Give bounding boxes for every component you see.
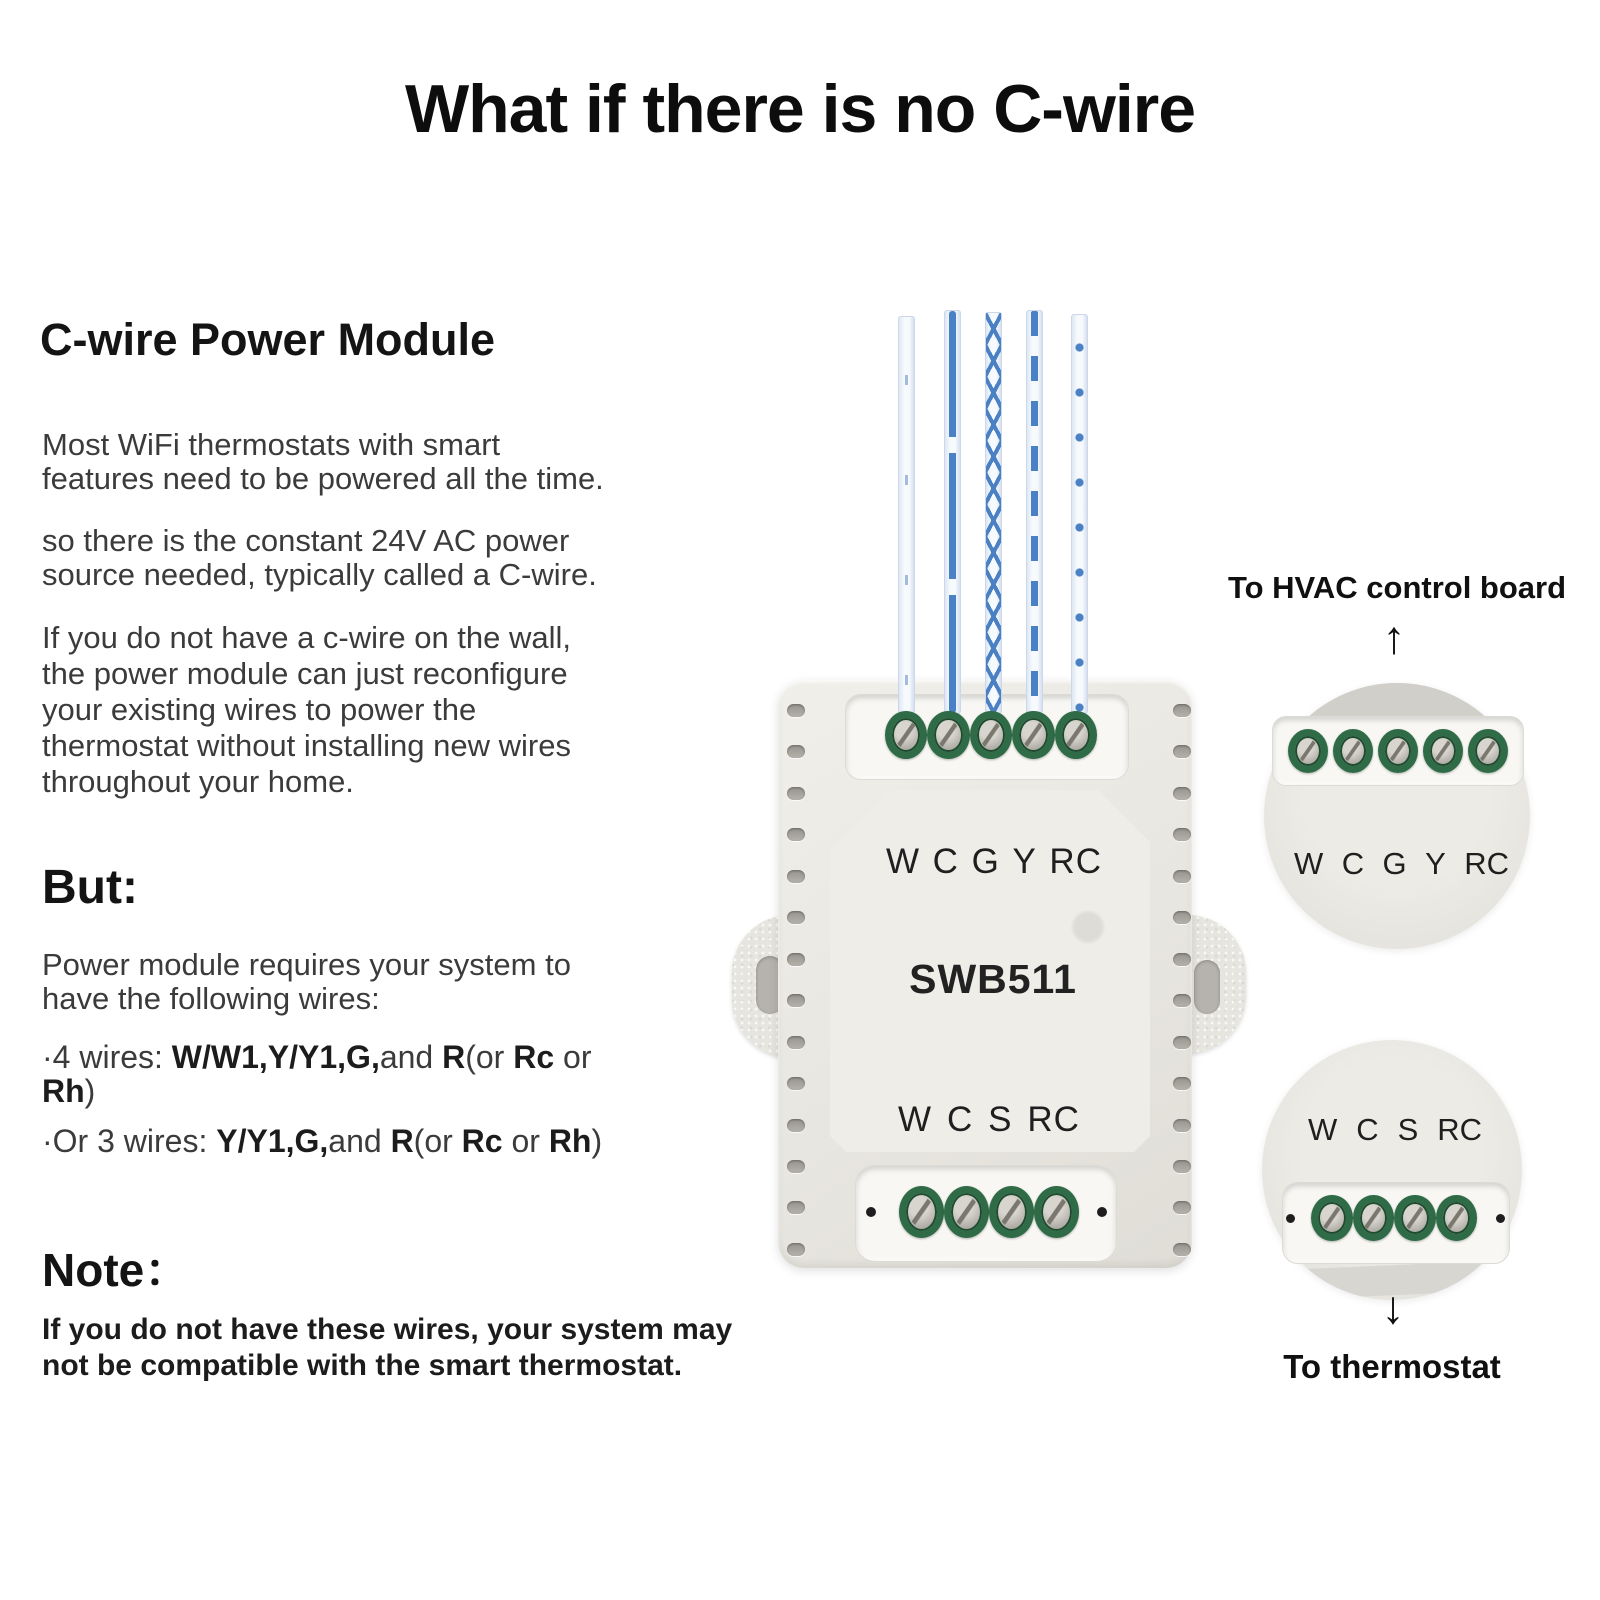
wire-dotted (1071, 314, 1088, 714)
vent-slot (1173, 1160, 1191, 1173)
terminal-screw-icon (970, 711, 1012, 759)
bullet-4-wires (42, 1040, 752, 1108)
paragraph-line: your existing wires to power the (42, 692, 477, 727)
vent-slot (787, 745, 805, 758)
paragraph-24v-source (42, 524, 762, 592)
terminal-screw-icon (1353, 1195, 1395, 1241)
paragraph-requires-wires (42, 948, 762, 1016)
terminal-screw-icon (1468, 729, 1508, 773)
wire-code-bold: R (390, 1123, 414, 1159)
vent-slot (787, 870, 805, 883)
vent-slot (787, 994, 805, 1007)
vent-slot (1173, 1201, 1191, 1214)
terminal-screw-icon (1034, 1186, 1079, 1238)
terminal-screw-icon (1333, 729, 1373, 773)
paragraph-powered-all-time (42, 428, 762, 496)
terminal-label: RC (1049, 842, 1102, 881)
wire-plain-printed (898, 316, 915, 714)
recess-screw-dot-right (1097, 1207, 1107, 1217)
paragraph-line: source needed, typically called a C-wire. (42, 557, 597, 592)
terminal-label: W (1308, 1112, 1338, 1147)
wire-code-bold: W/W1,Y/Y1,G, (171, 1039, 380, 1075)
bullet-line (42, 1124, 752, 1158)
hvac-caption: To HVAC control board (1227, 570, 1567, 605)
text-segment: ) (591, 1123, 603, 1159)
terminal-label: S (1397, 1112, 1419, 1147)
wire-code-bold: Rh (42, 1073, 85, 1109)
paragraph-line: have the following wires: (42, 981, 380, 1016)
vent-slot (787, 1077, 805, 1090)
wire-x-pattern (985, 312, 1002, 714)
vent-slot (787, 828, 805, 841)
hvac-terminal-labels (1294, 846, 1509, 882)
vent-slot (787, 953, 805, 966)
model-number: SWB511 (909, 956, 1077, 1002)
terminal-label: RC (1027, 1100, 1080, 1139)
wire-code-bold: Rc (461, 1123, 503, 1159)
paragraph-no-cwire (42, 620, 762, 800)
terminal-label: Y (1425, 846, 1446, 881)
section-heading-note: Note： (42, 1244, 191, 1296)
terminal-label: C (932, 842, 959, 881)
vent-column-left (787, 704, 807, 1256)
terminal-screw-icon (1055, 711, 1097, 759)
text-segment: ) (84, 1073, 96, 1109)
vent-slot (1173, 911, 1191, 924)
paragraph-line: Most WiFi thermostats with smart (42, 427, 501, 462)
wire-stripe-pattern (949, 311, 956, 713)
vent-slot (787, 1160, 805, 1173)
terminal-screw-icon (927, 711, 969, 759)
terminal-screw-icon (899, 1186, 944, 1238)
paragraph-line: throughout your home. (42, 764, 354, 799)
recess-screw-dot-right (1496, 1214, 1505, 1223)
vent-slot (1173, 994, 1191, 1007)
vent-column-right (1173, 704, 1193, 1256)
thermostat-terminal-labels (1308, 1112, 1482, 1148)
text-segment: and (379, 1039, 443, 1075)
terminal-label: RC (1464, 846, 1509, 881)
bullet-line (42, 1074, 752, 1108)
text-segment: and (328, 1123, 391, 1159)
wire-code-bold: Rc (513, 1039, 555, 1075)
terminal-screw-icon (1288, 729, 1328, 773)
terminal-label: S (988, 1100, 1013, 1139)
text-segment: or (554, 1039, 592, 1075)
module-top-terminal-labels (886, 842, 1102, 882)
paragraph-line: If you do not have a c-wire on the wall, (42, 620, 572, 655)
terminal-label: G (971, 842, 1000, 881)
vent-slot (1173, 870, 1191, 883)
terminal-screw-icon (1012, 711, 1054, 759)
text-segment: (or (413, 1123, 462, 1159)
terminal-label: RC (1437, 1112, 1482, 1147)
terminal-screw-icon (1436, 1195, 1478, 1241)
vent-slot (787, 911, 805, 924)
wire-code-bold: Y/Y1,G, (216, 1123, 329, 1159)
paragraph-line: If you do not have these wires, your system may (42, 1313, 733, 1346)
vent-slot (1173, 1077, 1191, 1090)
paragraph-line: features need to be powered all the time. (42, 461, 604, 496)
vent-slot (1173, 745, 1191, 758)
text-segment: (or (465, 1039, 514, 1075)
vent-slot (1173, 953, 1191, 966)
vent-slot (1173, 704, 1191, 717)
terminal-label: Y (1012, 842, 1037, 881)
recess-screw-dot-left (1286, 1214, 1295, 1223)
paragraph-line: thermostat without installing new wires (42, 728, 571, 763)
vent-slot (787, 1243, 805, 1256)
terminal-label: C (1356, 1112, 1379, 1147)
vent-slot (787, 704, 805, 717)
terminal-screw-icon (944, 1186, 989, 1238)
wire-code-bold: Rh (548, 1123, 592, 1159)
wire-print-marks (905, 317, 908, 713)
vent-slot (787, 1036, 805, 1049)
terminal-screw-icon (1394, 1195, 1436, 1241)
arrow-down-icon: ↓ (1381, 1281, 1405, 1333)
terminal-label: C (1341, 846, 1365, 881)
led-indicator (1071, 910, 1105, 944)
vent-slot (1173, 1119, 1191, 1132)
text-segment: or (502, 1123, 549, 1159)
wire-x-marks (986, 313, 1001, 713)
terminal-label: W (898, 1100, 933, 1139)
terminal-screw-icon (989, 1186, 1034, 1238)
section-heading-but: But: (42, 861, 138, 914)
bullet-line (42, 1040, 752, 1074)
mounting-slot-right (1194, 960, 1220, 1014)
terminal-label: G (1382, 846, 1407, 881)
vent-slot (1173, 1036, 1191, 1049)
terminal-screw-icon (885, 711, 927, 759)
wire-dot-marks (1072, 315, 1087, 713)
vent-slot (787, 1119, 805, 1132)
terminal-screw-icon (1311, 1195, 1353, 1241)
text-segment: ·4 wires: (42, 1039, 172, 1075)
terminal-screw-icon (1378, 729, 1418, 773)
vent-slot (1173, 787, 1191, 800)
vent-slot (1173, 828, 1191, 841)
page-title: What if there is no C-wire (404, 71, 1196, 147)
bullet-3-wires (42, 1124, 752, 1158)
recess-screw-dot-left (866, 1207, 876, 1217)
vent-slot (1173, 1243, 1191, 1256)
thermostat-caption: To thermostat (1283, 1348, 1501, 1385)
module-bottom-terminal-labels (898, 1100, 1080, 1140)
bottom-terminal-row (899, 1186, 1079, 1238)
terminal-label: C (946, 1100, 974, 1139)
thermostat-terminal-row (1311, 1195, 1477, 1241)
paragraph-line: the power module can just reconfigure (42, 656, 568, 691)
section-heading-cwire-power-module: C-wire Power Module (40, 314, 496, 365)
wire-blue-striped (944, 310, 961, 714)
note-paragraph (42, 1312, 762, 1384)
arrow-up-icon: ↑ (1382, 611, 1406, 663)
hvac-terminal-row (1288, 729, 1508, 773)
wire-code-bold: R (442, 1039, 466, 1075)
vent-slot (787, 1201, 805, 1214)
text-segment: ·Or 3 wires: (42, 1123, 217, 1159)
vent-slot (787, 787, 805, 800)
wire-dashed (1026, 310, 1043, 714)
terminal-label: W (886, 842, 921, 881)
paragraph-line: so there is the constant 24V AC power (42, 523, 570, 558)
terminal-label: W (1294, 846, 1324, 881)
terminal-screw-icon (1423, 729, 1463, 773)
paragraph-line: Power module requires your system to (42, 947, 571, 982)
wire-dash-marks (1031, 311, 1038, 713)
top-terminal-row (885, 711, 1097, 759)
paragraph-line: not be compatible with the smart thermostat. (42, 1349, 683, 1382)
